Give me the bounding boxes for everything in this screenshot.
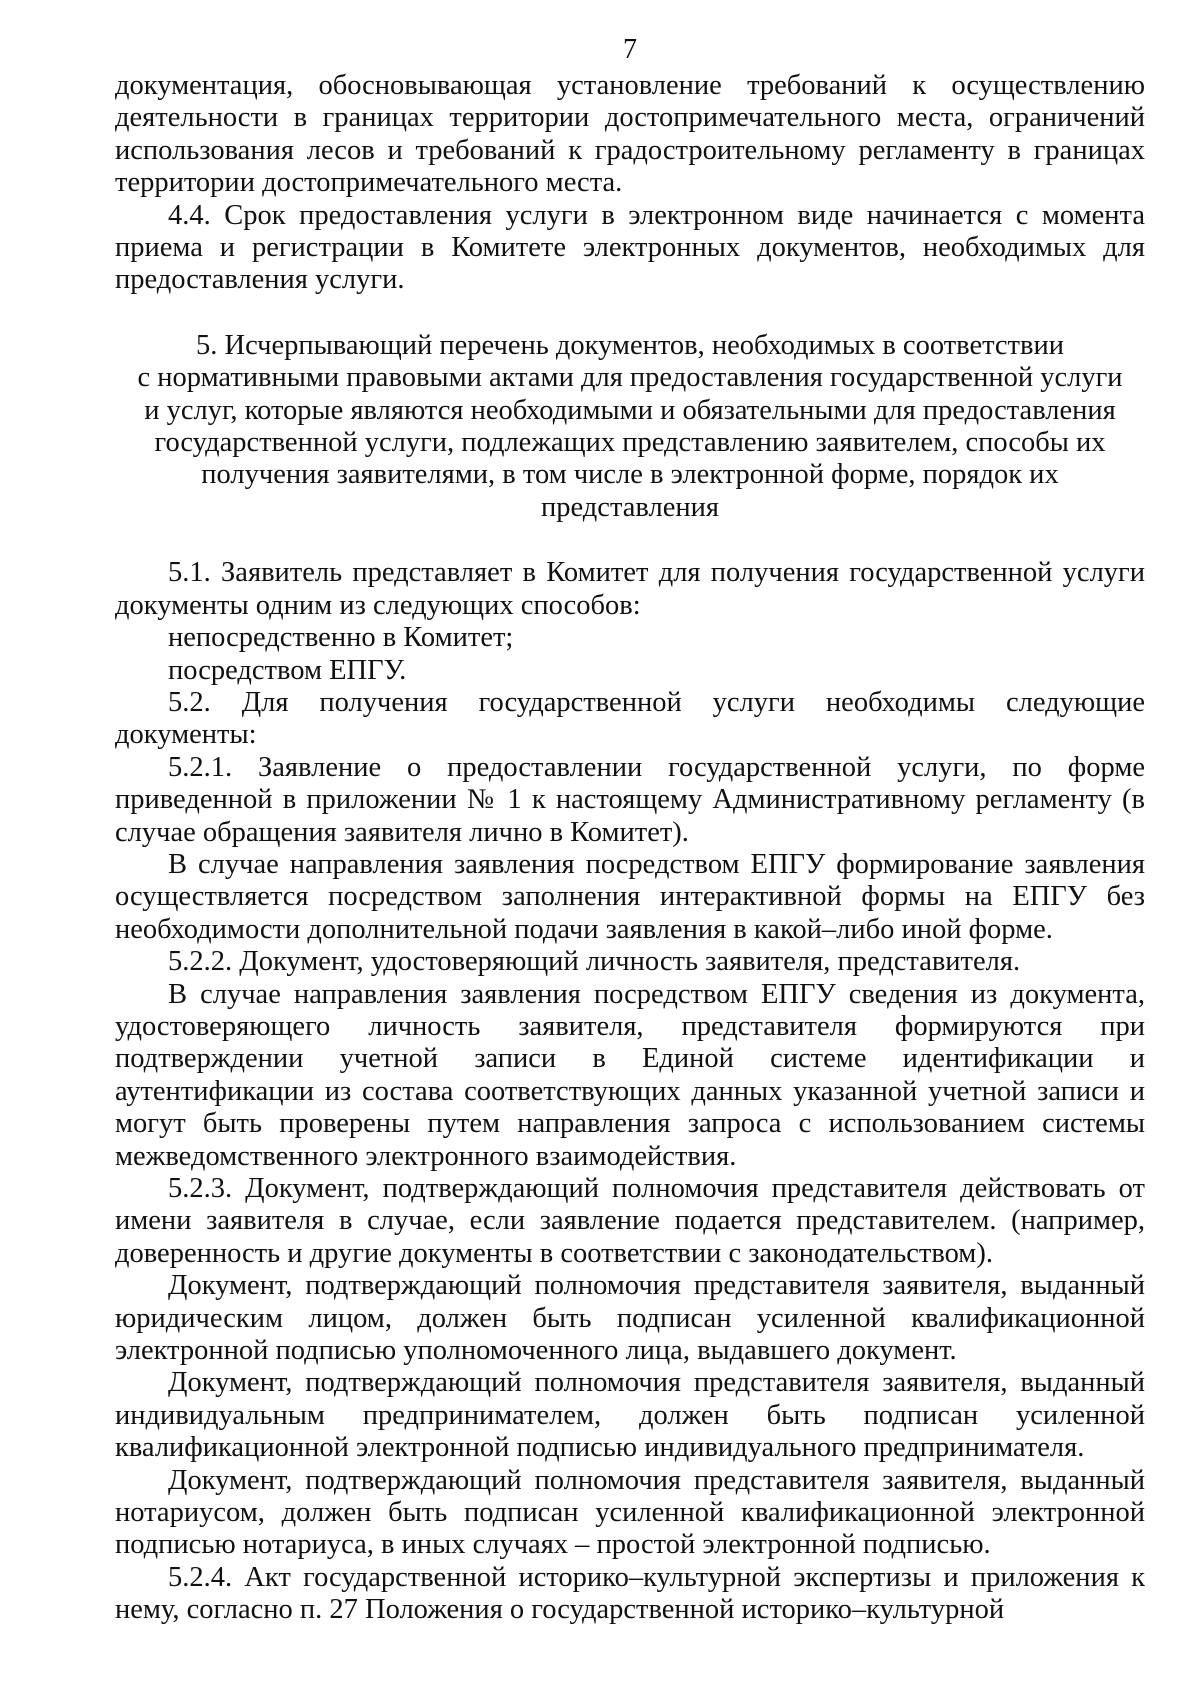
paragraph-5-2-3-legal-entity: Документ, подтверждающий полномочия представителя заявителя, выданный юридическим лицом, должен быть подписан усиленной квалификационной электронной подписью уполномоченного лица, выдавшего документ. xyxy=(115,1270,1145,1367)
paragraph-5-1: 5.1. Заявитель представляет в Комитет для получения государственной услуги документы одним из следующих способов: xyxy=(115,557,1145,621)
paragraph-5-2-2-epgu: В случае направления заявления посредством ЕПГУ сведения из документа, удостоверяющего личность заявителя, представителя формируются при подтверждении учетной записи в Единой системе идентификации и аутентификации из состава соответствующих данных указанной учетной записи и могут быть проверены путем направления запроса с использованием системы межведомственного электронного взаимодействия. xyxy=(115,978,1145,1172)
section-5-heading xyxy=(115,330,1145,524)
paragraph-5-2-1-epgu: В случае направления заявления посредством ЕПГУ формирование заявления осуществляется посредством заполнения интерактивной формы на ЕПГУ без необходимости дополнительной подачи заявления в какой–либо иной форме. xyxy=(115,848,1145,945)
heading-line: 5. Исчерпывающий перечень документов, необходимых в соответствии xyxy=(196,329,1064,361)
heading-line: представления xyxy=(541,491,719,523)
paragraph-4-3-continuation: документация, обосновывающая установление требований к осуществлению деятельности в границах территории достопримечательного места, ограничений использования лесов и требований к градостроительному регламенту в границах территории достопримечательного места. xyxy=(115,70,1145,199)
paragraph-5-2-1: 5.2.1. Заявление о предоставлении государственной услуги, по форме приведенной в приложении № 1 к настоящему Административному регламенту (в случае обращения заявителя лично в Комитет). xyxy=(115,751,1145,848)
paragraph-5-2-2: 5.2.2. Документ, удостоверяющий личность заявителя, представителя. xyxy=(168,946,1021,978)
list-item-way-1: непосредственно в Комитет; xyxy=(168,622,514,654)
page-number: 7 xyxy=(623,34,637,65)
list-item-way-2: посредством ЕПГУ. xyxy=(168,654,407,686)
paragraph-4-4: 4.4. Срок предоставления услуги в электронном виде начинается с момента приема и регистрации в Комитете электронных документов, необходимых для предоставления услуги. xyxy=(115,199,1145,296)
heading-line: получения заявителями, в том числе в электронной форме, порядок их xyxy=(201,459,1059,491)
document-body xyxy=(115,70,1145,1627)
heading-line: и услуг, которые являются необходимыми и обязательными для предоставления xyxy=(144,394,1116,426)
paragraph-5-2-3: 5.2.3. Документ, подтверждающий полномочия представителя действовать от имени заявителя в случае, если заявление подается представителем. (например, доверенность и другие документы в соответствии с законодательством). xyxy=(115,1173,1145,1269)
heading-line: государственной услуги, подлежащих представлению заявителем, способы их xyxy=(154,427,1106,459)
paragraph-5-2: 5.2. Для получения государственной услуги необходимы следующие документы: xyxy=(115,686,1145,751)
heading-line: с нормативными правовыми актами для предоставления государственной услуги xyxy=(137,362,1123,394)
paragraph-5-2-3-notary: Документ, подтверждающий полномочия представителя заявителя, выданный нотариусом, должен быть подписан усиленной квалификационной электронной подписью нотариуса, в иных случаях – простой электронной подписью. xyxy=(115,1464,1145,1561)
paragraph-5-2-4: 5.2.4. Акт государственной историко–культурной экспертизы и приложения к нему, согласно п. 27 Положения о государственной историко–культурной xyxy=(115,1561,1145,1626)
paragraph-5-2-3-entrepreneur: Документ, подтверждающий полномочия представителя заявителя, выданный индивидуальным предпринимателем, должен быть подписан усиленной квалификационной электронной подписью индивидуального предпринимателя. xyxy=(115,1367,1145,1464)
